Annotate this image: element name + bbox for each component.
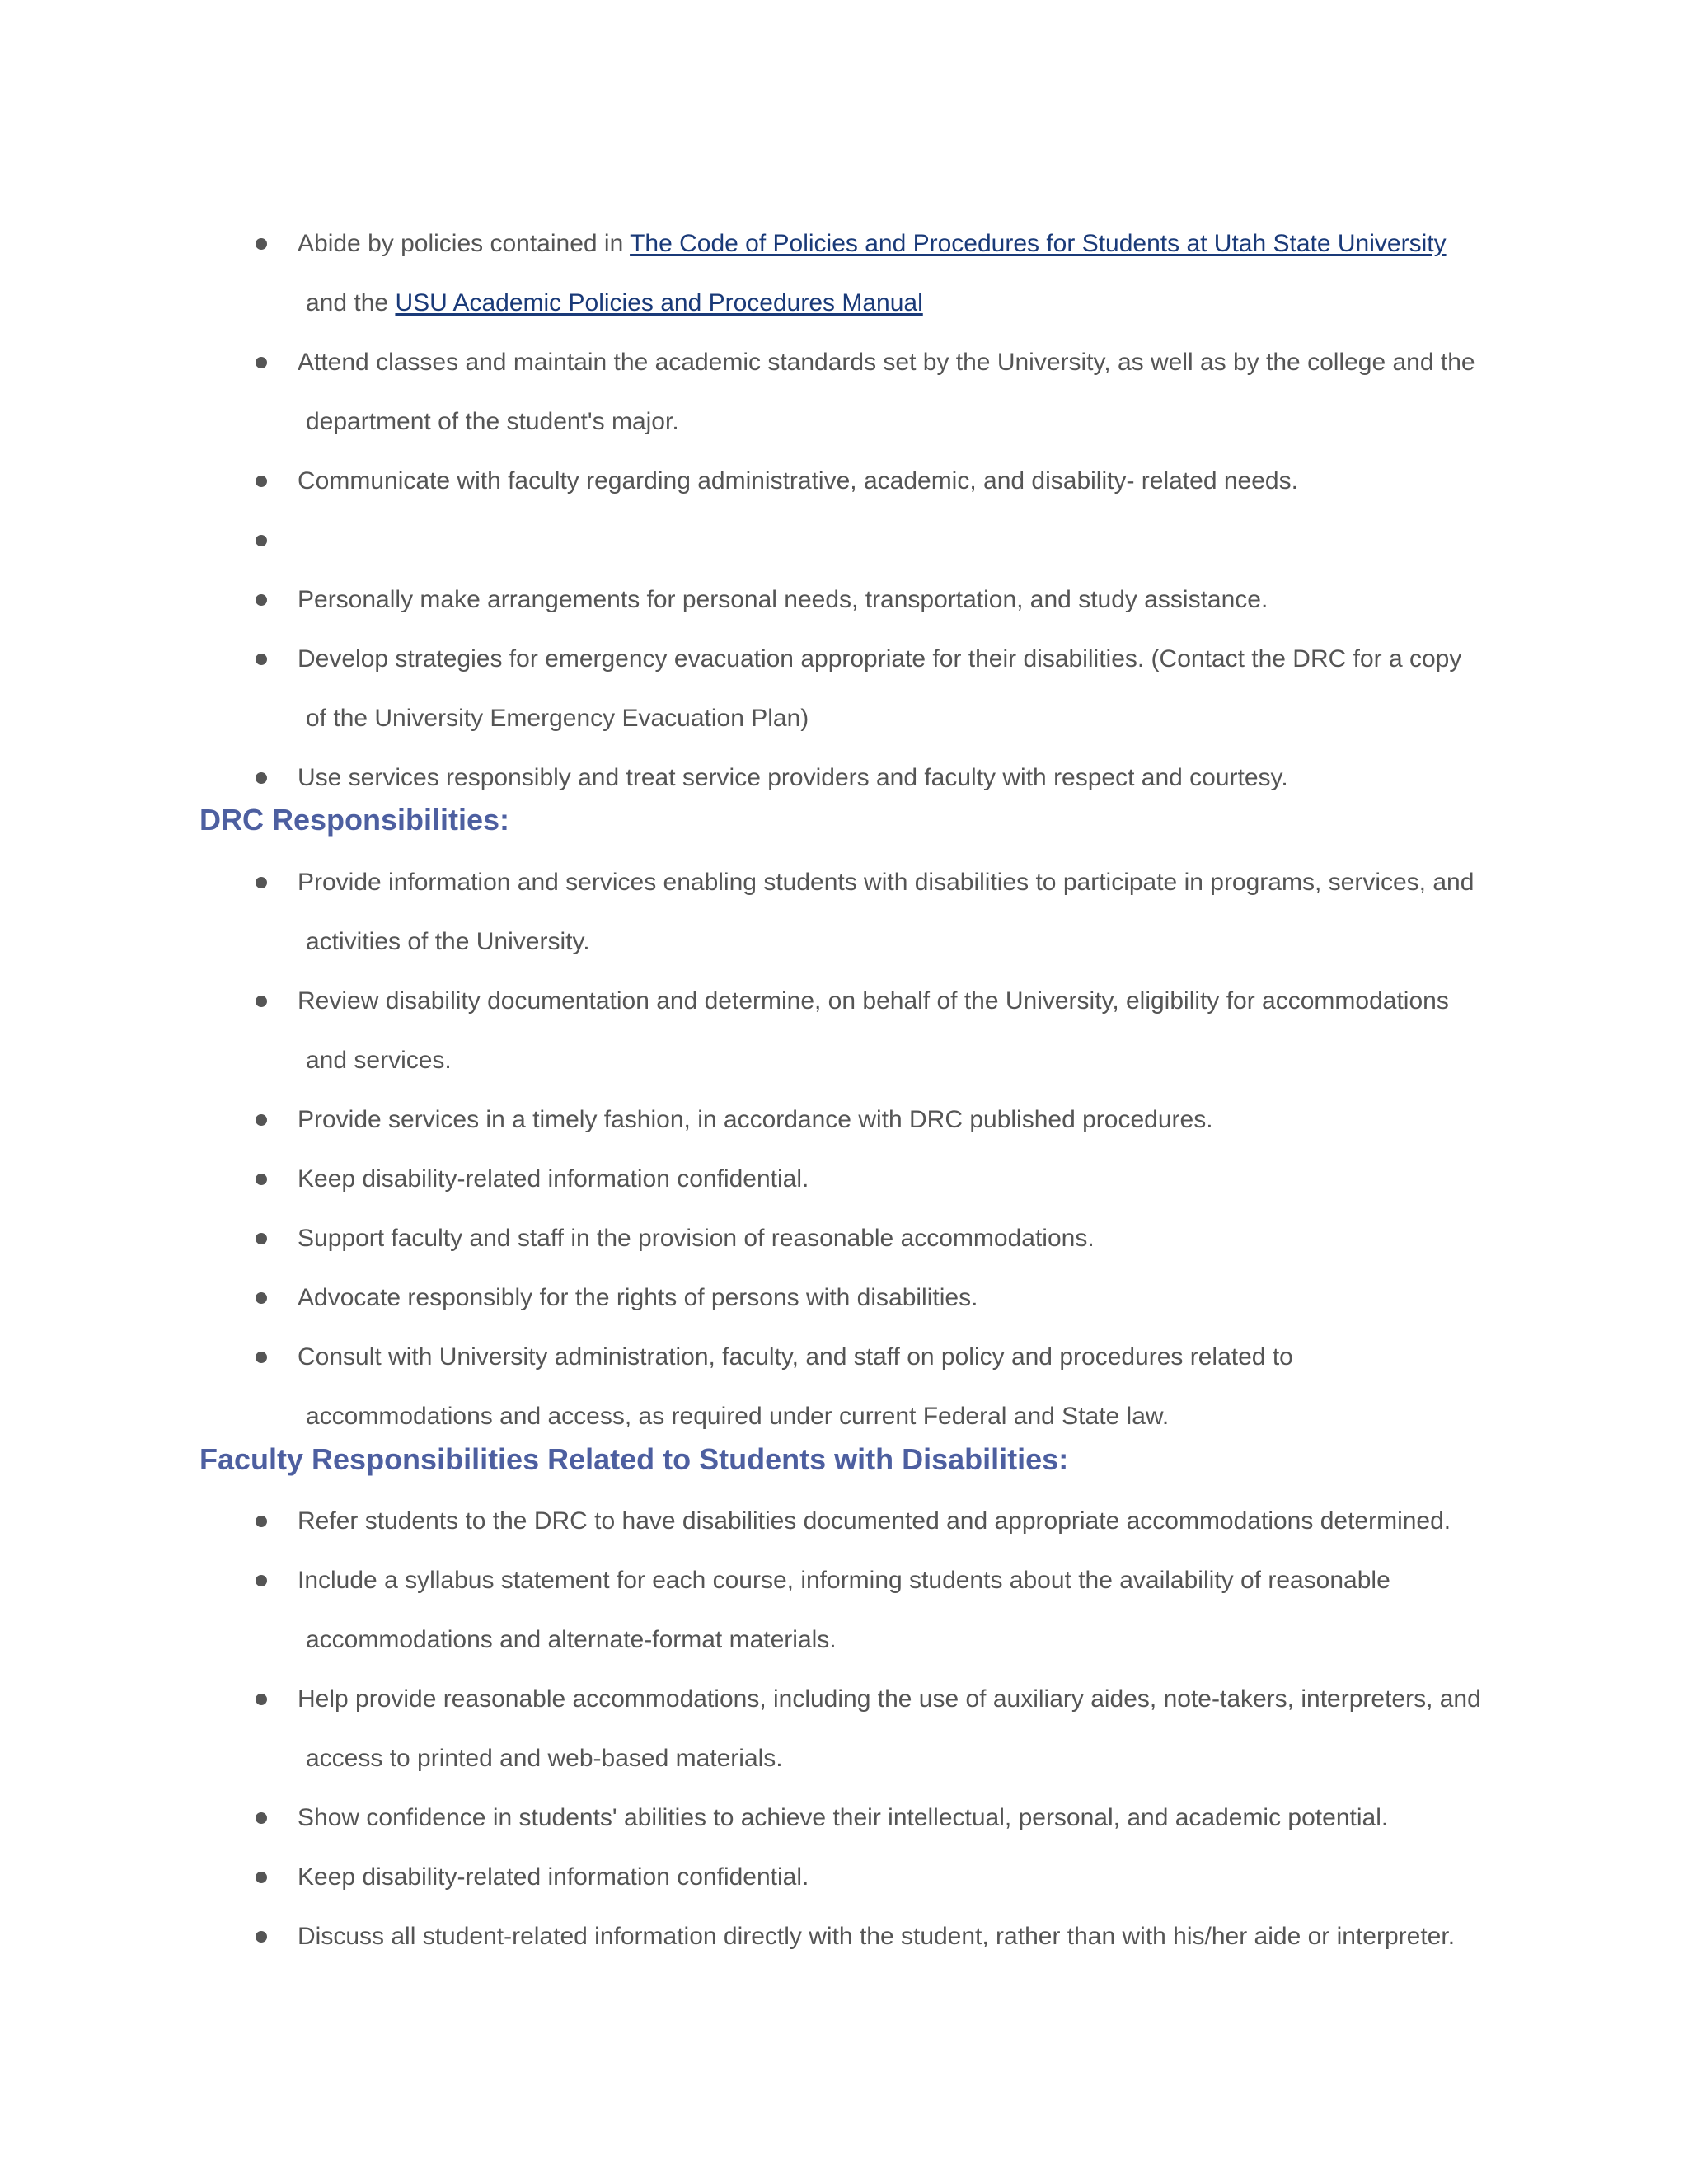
bullet-icon [256,877,267,888]
list-item-text: Abide by policies contained in The Code of Policies and Procedures for Students at Utah State University [298,230,1447,257]
bullet-icon [256,1931,267,1943]
bullet-icon [256,1575,267,1586]
list-item [0,630,1688,748]
list-item-text-continued: and the USU Academic Policies and Procedures Manual [306,289,923,316]
list-item-text-continued: and services. [306,1047,452,1074]
bullet-icon [256,1292,267,1304]
list-item-text-continued: activities of the University. [306,928,590,955]
list-item-text: Show confidence in students' abilities to achieve their intellectual, personal, and academic potential. [298,1804,1389,1831]
bullet-icon [256,654,267,665]
list-item-text: Review disability documentation and determine, on behalf of the University, eligibility for accommodations [298,987,1449,1015]
list-item [0,1150,1688,1209]
bullet-icon [256,476,267,487]
list-item-text-continued: of the University Emergency Evacuation Plan) [306,705,809,732]
student-responsibilities-list [0,214,1688,808]
bullet-icon [256,238,267,250]
list-item [0,1328,1688,1446]
list-item-text-continued: accommodations and access, as required under current Federal and State law. [306,1403,1170,1430]
list-item-text: Provide information and services enabling students with disabilities to participate in programs, services, and [298,869,1475,896]
list-item [0,1209,1688,1268]
bullet-icon [256,1812,267,1824]
faculty-responsibilities-list [0,1492,1688,1966]
bullet-icon [256,357,267,368]
bullet-icon [256,1872,267,1883]
list-item [0,214,1688,333]
list-item-text: Provide services in a timely fashion, in accordance with DRC published procedures. [298,1106,1213,1133]
faculty-responsibilities-heading: Faculty Responsibilities Related to Students with Disabilities: [199,1442,1069,1476]
drc-responsibilities-list [0,853,1688,1446]
list-item-text: Discuss all student-related information directly with the student, rather than with his/her aide or interpreter. [298,1923,1456,1950]
drc-responsibilities-heading: DRC Responsibilities: [199,803,510,837]
list-item-text: Advocate responsibly for the rights of persons with disabilities. [298,1284,978,1311]
list-item-text: Communicate with faculty regarding administrative, academic, and disability- related needs. [298,467,1298,494]
bullet-icon [256,594,267,606]
list-item [0,1492,1688,1551]
code-of-policies-link[interactable]: The Code of Policies and Procedures for Students at Utah State University [630,230,1447,257]
list-item [0,972,1688,1090]
list-item-text: Attend classes and maintain the academic standards set by the University, as well as by the college and the [298,349,1475,376]
list-item [0,570,1688,630]
list-item [0,1907,1688,1966]
list-item-text: Support faculty and staff in the provision of reasonable accommodations. [298,1225,1095,1252]
list-item-text: Refer students to the DRC to have disabilities documented and appropriate accommodations determined. [298,1507,1451,1535]
list-item [0,1551,1688,1670]
bullet-icon [256,772,267,784]
list-item [0,1268,1688,1328]
bullet-icon [256,1352,267,1363]
list-item-text-continued: department of the student's major. [306,408,679,435]
bullet-icon [256,1114,267,1126]
list-item-text: Use services responsibly and treat service providers and faculty with respect and courtesy. [298,764,1288,791]
bullet-icon [256,1233,267,1244]
list-item-text: Include a syllabus statement for each course, informing students about the availability of reasonable [298,1567,1390,1594]
list-item [0,1848,1688,1907]
list-item [0,333,1688,452]
list-item [0,853,1688,972]
list-item [0,748,1688,808]
list-item-text: Consult with University administration, faculty, and staff on policy and procedures related to [298,1343,1293,1371]
list-item-text-continued: accommodations and alternate-format materials. [306,1626,837,1653]
list-item-text: Keep disability-related information confidential. [298,1165,809,1193]
bullet-icon [256,535,267,546]
list-item [0,1788,1688,1848]
academic-policies-manual-link[interactable]: USU Academic Policies and Procedures Manual [395,289,923,316]
list-item [0,1090,1688,1150]
list-item-text: Personally make arrangements for personal needs, transportation, and study assistance. [298,586,1268,613]
list-item-empty [0,511,1688,570]
list-item-text-continued: access to printed and web-based materials. [306,1745,783,1772]
bullet-icon [256,996,267,1007]
list-item-text: Keep disability-related information confidential. [298,1863,809,1891]
bullet-icon [256,1516,267,1527]
list-item-text: Develop strategies for emergency evacuation appropriate for their disabilities. (Contact the DRC for a copy [298,645,1462,673]
list-item [0,452,1688,511]
list-item-text: Help provide reasonable accommodations, including the use of auxiliary aides, note-takers, interpreters, and [298,1685,1481,1713]
bullet-icon [256,1694,267,1705]
list-item [0,1670,1688,1788]
bullet-icon [256,1174,267,1185]
